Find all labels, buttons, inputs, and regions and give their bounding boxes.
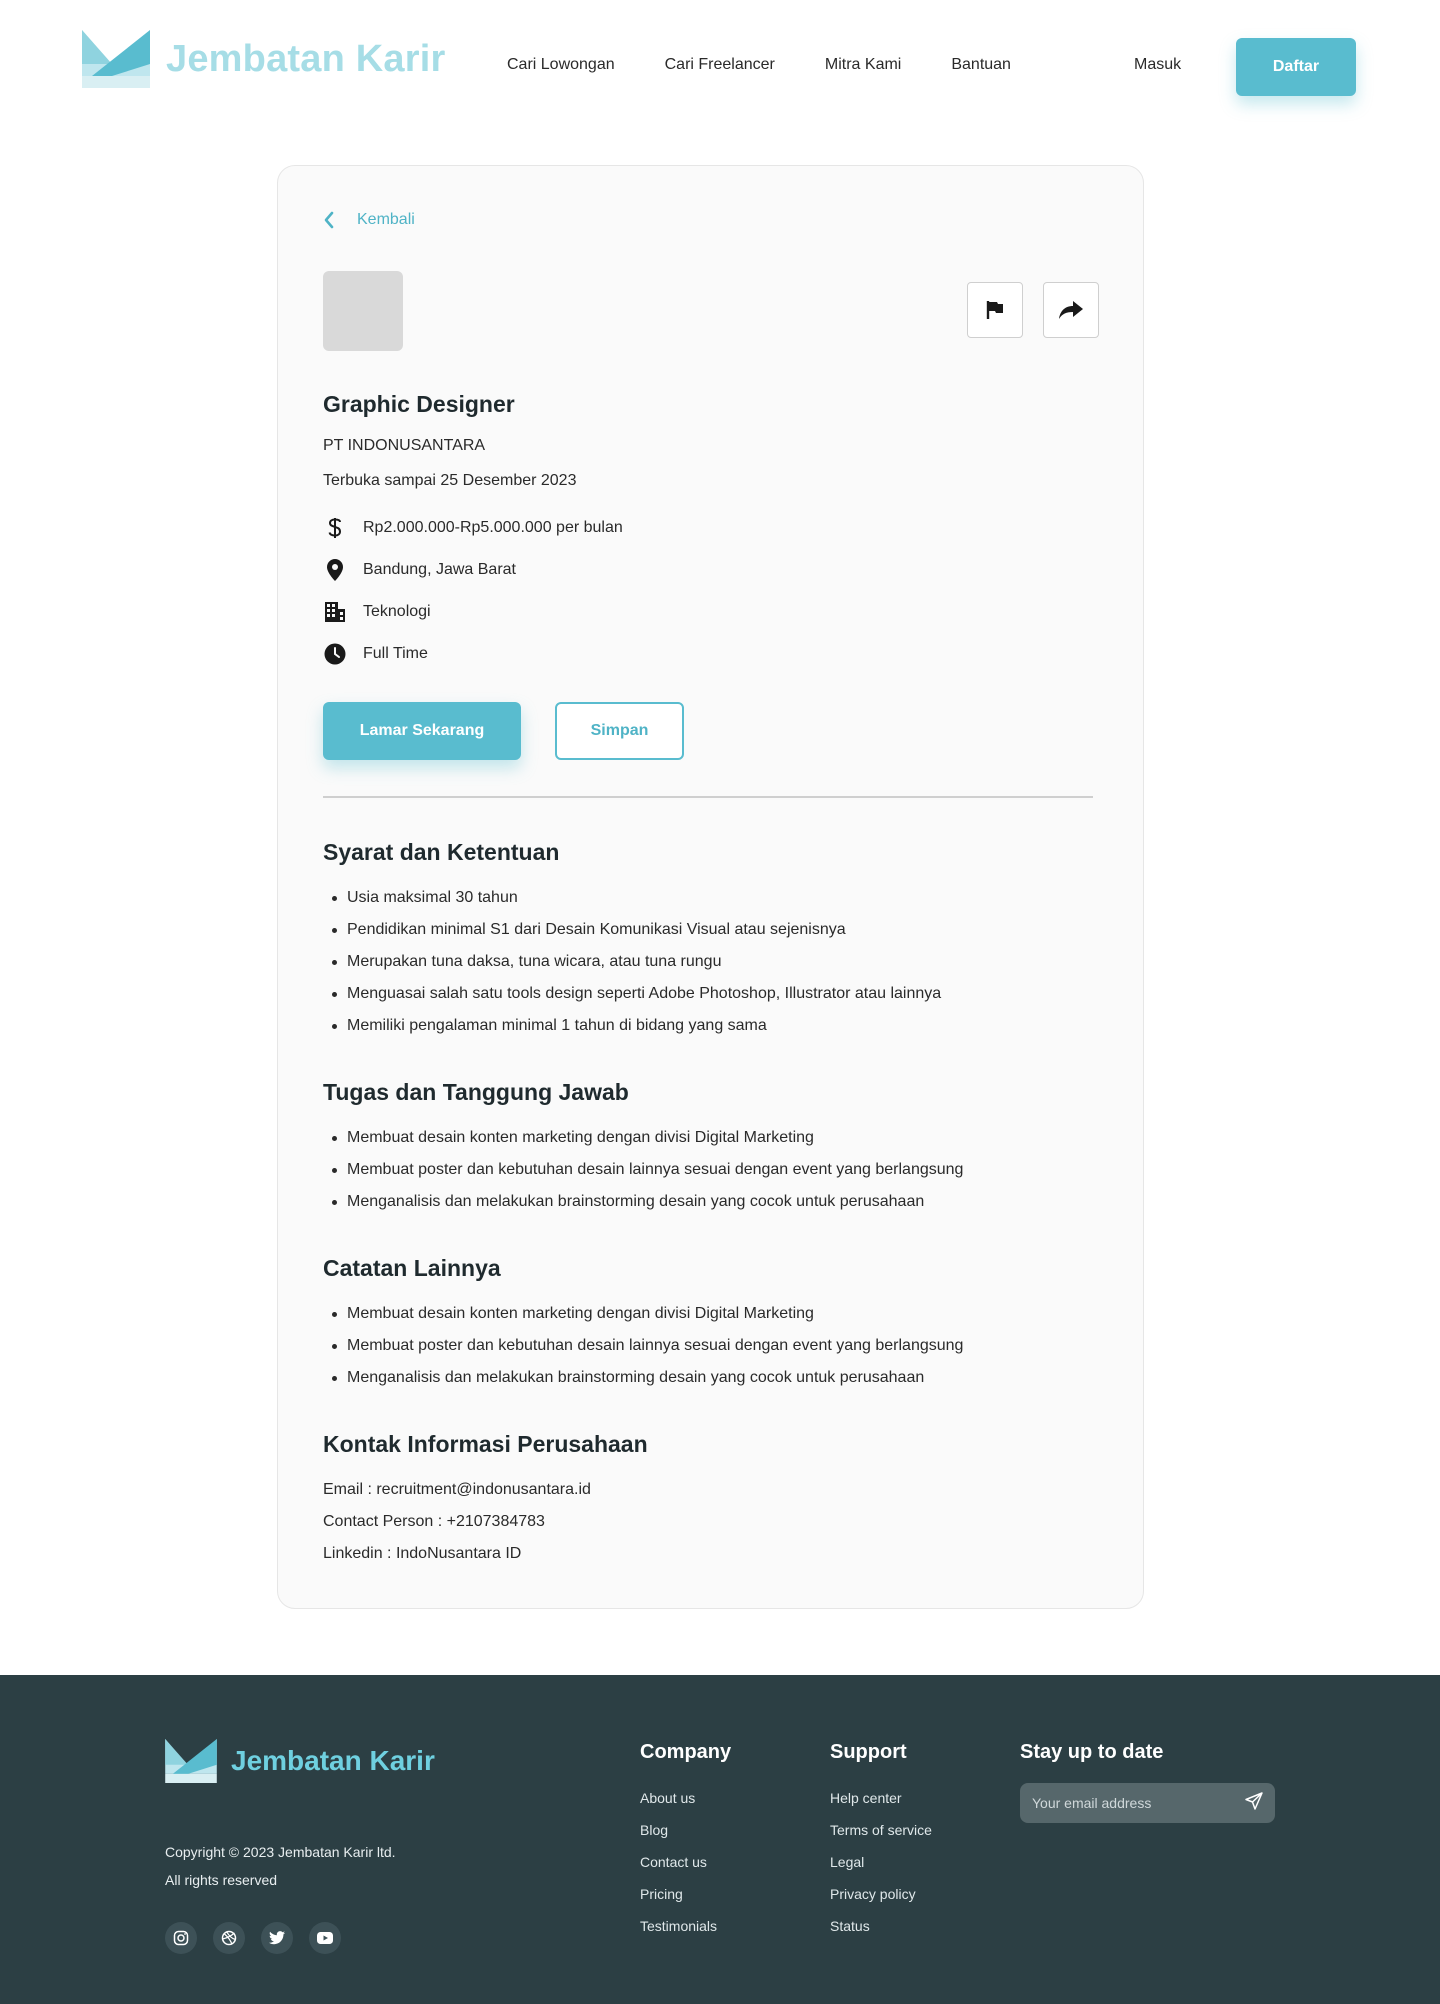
location-text: Bandung, Jawa Barat — [363, 561, 516, 578]
nav-item-cari-lowongan[interactable]: Cari Lowongan — [507, 56, 615, 73]
report-button[interactable] — [967, 282, 1023, 338]
logo-mark-icon — [82, 30, 150, 88]
clock-icon — [323, 642, 347, 666]
list-item: Membuat desain konten marketing dengan divisi Digital Marketing — [323, 1298, 963, 1330]
duties-title: Tugas dan Tanggung Jawab — [323, 1079, 629, 1105]
footer-link-privacy[interactable]: Privacy policy — [830, 1886, 916, 1902]
footer-link-help-center[interactable]: Help center — [830, 1790, 902, 1806]
footer-support-column — [830, 1741, 932, 1942]
brand-name: Jembatan Karir — [166, 37, 446, 80]
login-link[interactable]: Masuk — [1134, 56, 1182, 73]
job-type-row — [323, 642, 428, 666]
list-item: Membuat desain konten marketing dengan divisi Digital Marketing — [323, 1122, 963, 1154]
site-footer — [0, 1675, 1440, 2004]
apply-button[interactable]: Lamar Sekarang — [323, 702, 521, 760]
youtube-icon[interactable] — [309, 1922, 341, 1954]
copyright — [165, 1838, 396, 1894]
dribbble-icon[interactable] — [213, 1922, 245, 1954]
footer-link-terms[interactable]: Terms of service — [830, 1822, 932, 1838]
divider — [323, 796, 1093, 798]
footer-brand-name: Jembatan Karir — [231, 1745, 435, 1776]
duties-list — [323, 1122, 963, 1218]
brand-logo[interactable] — [82, 30, 445, 88]
newsletter-form — [1020, 1783, 1275, 1823]
salary-text: Rp2.000.000-Rp5.000.000 per bulan — [363, 519, 623, 536]
list-item: Usia maksimal 30 tahun — [323, 882, 941, 914]
flag-icon — [983, 298, 1007, 322]
location-row — [323, 558, 516, 582]
open-until: Terbuka sampai 25 Desember 2023 — [323, 472, 577, 489]
back-label: Kembali — [357, 211, 415, 228]
list-item: Merupakan tuna daksa, tuna wicara, atau tuna rungu — [323, 946, 941, 978]
requirements-title: Syarat dan Ketentuan — [323, 839, 560, 865]
twitter-icon[interactable] — [261, 1922, 293, 1954]
save-job-button[interactable]: Simpan — [555, 702, 684, 760]
footer-newsletter-column — [1020, 1741, 1275, 1823]
company-logo — [323, 271, 403, 351]
industry-text: Teknologi — [363, 603, 431, 620]
job-detail-card — [277, 165, 1144, 1609]
salary-row — [323, 516, 623, 540]
list-item: Membuat poster dan kebutuhan desain lainnya sesuai dengan event yang berlangsung — [323, 1330, 963, 1362]
newsletter-email-input[interactable] — [1032, 1795, 1245, 1811]
contact-person: Contact Person : +2107384783 — [323, 1513, 545, 1530]
footer-company-column — [640, 1741, 731, 1942]
main-nav — [507, 56, 1061, 74]
chevron-left-icon — [323, 211, 335, 229]
footer-link-about[interactable]: About us — [640, 1790, 696, 1806]
dollar-icon — [323, 516, 347, 540]
list-item: Menganalisis dan melakukan brainstorming desain yang cocok untuk perusahaan — [323, 1186, 963, 1218]
footer-link-testimonials[interactable]: Testimonials — [640, 1918, 718, 1934]
rights-text: All rights reserved — [165, 1872, 278, 1888]
contact-email: Email : recruitment@indonusantara.id — [323, 1481, 591, 1498]
list-item: Membuat poster dan kebutuhan desain lainnya sesuai dengan event yang berlangsung — [323, 1154, 963, 1186]
footer-link-legal[interactable]: Legal — [830, 1854, 865, 1870]
contact-title: Kontak Informasi Perusahaan — [323, 1431, 648, 1457]
share-button[interactable] — [1043, 282, 1099, 338]
list-item: Menguasai salah satu tools design seperti Adobe Photoshop, Illustrator atau lainnya — [323, 978, 941, 1010]
job-type-text: Full Time — [363, 645, 428, 662]
list-item: Menganalisis dan melakukan brainstorming desain yang cocok untuk perusahaan — [323, 1362, 963, 1394]
footer-link-contact[interactable]: Contact us — [640, 1854, 707, 1870]
building-icon — [323, 600, 347, 624]
nav-item-mitra-kami[interactable]: Mitra Kami — [824, 56, 902, 73]
site-header — [0, 0, 1440, 134]
logo-mark-icon — [165, 1739, 217, 1783]
notes-list — [323, 1298, 963, 1394]
share-icon — [1058, 299, 1084, 321]
industry-row — [323, 600, 431, 624]
social-links — [165, 1922, 357, 1954]
newsletter-title: Stay up to date — [1020, 1741, 1164, 1763]
footer-company-title: Company — [640, 1741, 732, 1763]
job-title: Graphic Designer — [323, 391, 515, 417]
footer-support-title: Support — [830, 1741, 907, 1763]
footer-link-blog[interactable]: Blog — [640, 1822, 669, 1838]
back-link[interactable] — [323, 211, 415, 229]
footer-link-status[interactable]: Status — [830, 1918, 870, 1934]
map-pin-icon — [323, 558, 347, 582]
company-name: PT INDONUSANTARA — [323, 437, 486, 454]
copyright-text: Copyright © 2023 Jembatan Karir ltd. — [165, 1844, 396, 1860]
nav-item-bantuan[interactable]: Bantuan — [951, 56, 1011, 73]
nav-item-cari-freelancer[interactable]: Cari Freelancer — [664, 56, 775, 73]
register-button[interactable]: Daftar — [1236, 38, 1356, 96]
list-item: Memiliki pengalaman minimal 1 tahun di bidang yang sama — [323, 1010, 941, 1042]
send-icon[interactable] — [1245, 1792, 1263, 1815]
instagram-icon[interactable] — [165, 1922, 197, 1954]
list-item: Pendidikan minimal S1 dari Desain Komunikasi Visual atau sejenisnya — [323, 914, 941, 946]
contact-linkedin: Linkedin : IndoNusantara ID — [323, 1545, 522, 1562]
footer-link-pricing[interactable]: Pricing — [640, 1886, 683, 1902]
notes-title: Catatan Lainnya — [323, 1255, 501, 1281]
requirements-list — [323, 882, 941, 1042]
footer-logo[interactable] — [165, 1739, 435, 1783]
